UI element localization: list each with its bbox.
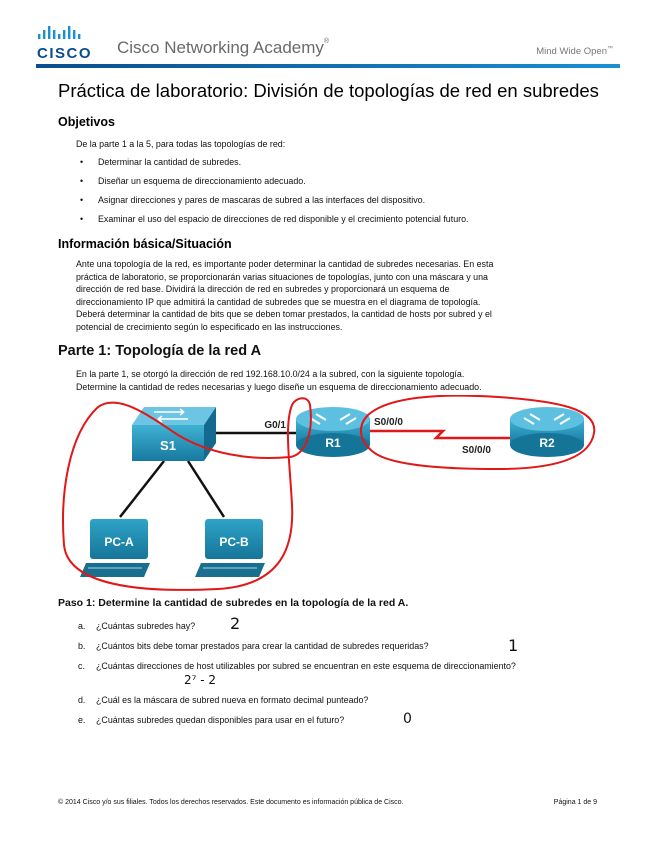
header-rule — [36, 64, 620, 68]
background-paragraph — [76, 258, 606, 334]
step1-heading: Paso 1: Determine la cantidad de subredes en la topología de la red A. — [58, 597, 409, 609]
academy-title — [117, 38, 329, 58]
question-list — [78, 614, 618, 731]
question-letter: e. — [78, 715, 86, 725]
question-letter: b. — [78, 641, 86, 651]
link-label-g01: G0/1 — [264, 420, 286, 431]
question-text: ¿Cuántas direcciones de host utilizables por subred se encuentran en este esquema de direccionamiento? — [96, 661, 516, 671]
list-item-text: Asignar direcciones y pares de mascaras de subred a las interfaces del dispositivo. — [98, 195, 426, 205]
paragraph-line: Deberá determinar la cantidad de bits que se deben tomar prestados, la cantidad de hosts por subred y el — [76, 309, 492, 320]
paragraph-line: direccionamiento IP que admitirá la cantidad de subredes que se muestra en el diagrama de topología. — [76, 296, 481, 307]
question-d — [78, 691, 618, 711]
list-item — [80, 214, 600, 233]
question-text: ¿Cuántas subredes quedan disponibles para usar en el futuro? — [96, 715, 345, 725]
paragraph-line: potencial de crecimiento según lo especificado en las instrucciones. — [76, 321, 343, 332]
list-item-text: Determinar la cantidad de subredes. — [98, 157, 242, 167]
paragraph-line: Ante una topología de la red, es importante poder determinar la cantidad de subredes necesarias. En esta — [76, 259, 494, 269]
handwritten-answer: 2⁷ - 2 — [184, 673, 217, 687]
background-heading: Información básica/Situación — [58, 237, 232, 251]
paragraph-line: práctica de laboratorio, se proporcionarán varias situaciones de topologías, junto con una máscara y una — [76, 271, 488, 282]
handwritten-answer: 0 — [403, 711, 412, 727]
question-a — [78, 614, 618, 637]
tagline-mark: ™ — [607, 46, 613, 52]
question-letter: a. — [78, 621, 86, 631]
objectives-heading: Objetivos — [58, 115, 115, 129]
link-s1-pca — [120, 461, 164, 517]
question-c — [78, 657, 618, 691]
paragraph-line: dirección de red base. Dividirá la dirección de red en subredes y proporcionará un esquema de — [76, 284, 450, 295]
academy-name: Cisco Networking Academy — [117, 38, 324, 57]
question-text: ¿Cuál es la máscara de subred nueva en formato decimal punteado? — [96, 695, 369, 705]
list-item — [80, 157, 600, 176]
part1-paragraph — [76, 368, 616, 393]
registered-mark: ® — [323, 38, 330, 45]
footer-copyright: © 2014 Cisco y/o sus filiales. Todos los derechos reservados. Este documento es información pública de Cisco. — [58, 799, 404, 806]
bullet-icon: • — [80, 157, 84, 167]
switch-label: S1 — [160, 438, 176, 453]
footer-page-number: Página 1 de 9 — [553, 799, 597, 806]
handwritten-answer: 1 — [508, 636, 519, 655]
pc-a-label: PC-A — [104, 535, 134, 549]
bullet-icon: • — [80, 214, 84, 224]
handwritten-answer: 2 — [230, 614, 241, 633]
cisco-wordmark: CISCO — [37, 45, 93, 62]
question-text: ¿Cuántas subredes hay? — [96, 621, 196, 631]
paragraph-line: Determine la cantidad de redes necesarias y luego diseñe un esquema de direccionamiento adecuado. — [76, 381, 482, 392]
router-r1-label: R1 — [325, 436, 341, 450]
list-item-text: Diseñar un esquema de direccionamiento adecuado. — [98, 176, 306, 186]
pc-b-label: PC-B — [219, 535, 249, 549]
tagline — [536, 46, 613, 57]
router-r2-label: R2 — [539, 436, 555, 450]
list-item — [80, 176, 600, 195]
objectives-list — [80, 157, 600, 233]
network-topology-diagram — [58, 395, 598, 595]
part1-heading: Parte 1: Topología de la red A — [58, 343, 262, 359]
objectives-intro: De la parte 1 a la 5, para todas las topologías de red: — [76, 139, 286, 149]
link-label-s000-r1: S0/0/0 — [374, 417, 403, 428]
list-item — [80, 195, 600, 214]
serial-link-r1-r2 — [370, 431, 510, 438]
question-letter: d. — [78, 695, 86, 705]
question-b — [78, 637, 618, 657]
question-text: ¿Cuántos bits debe tomar prestados para crear la cantidad de subredes requeridas? — [96, 641, 429, 651]
question-letter: c. — [78, 661, 85, 671]
link-label-s000-r2: S0/0/0 — [462, 445, 491, 456]
bullet-icon: • — [80, 195, 84, 205]
cisco-logo — [36, 24, 106, 62]
link-s1-pcb — [188, 461, 224, 517]
tagline-text: Mind Wide Open — [536, 46, 607, 58]
page-title: Práctica de laboratorio: División de topologías de red en subredes — [58, 80, 599, 101]
paragraph-line: En la parte 1, se otorgó la dirección de red 192.168.10.0/24 a la subred, con la siguiente topología. — [76, 369, 465, 379]
bullet-icon: • — [80, 176, 84, 186]
question-e — [78, 711, 618, 731]
list-item-text: Examinar el uso del espacio de direcciones de red disponible y el crecimiento potencial futuro. — [98, 214, 469, 224]
